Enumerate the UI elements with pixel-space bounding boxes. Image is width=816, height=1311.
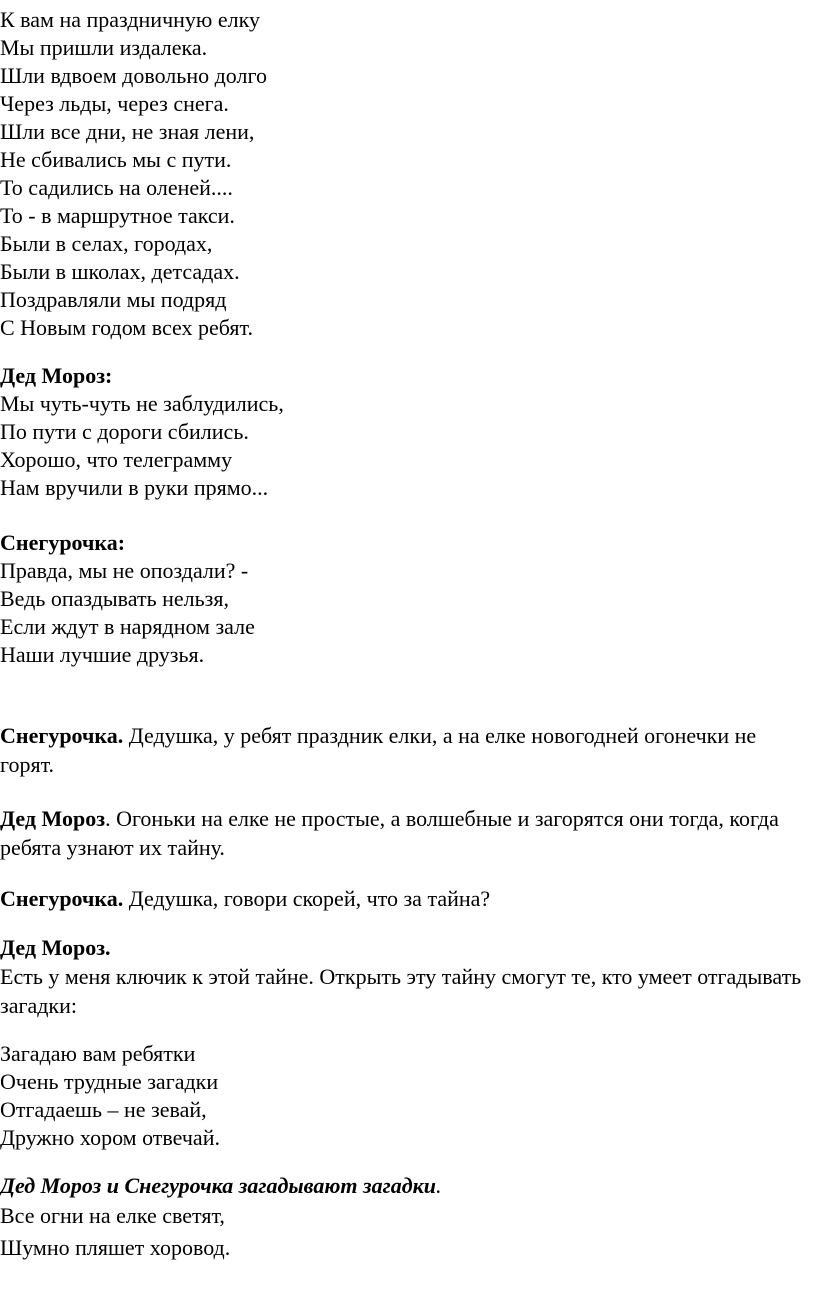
poem-line: Дружно хором отвечай. bbox=[0, 1125, 220, 1150]
dialogue-body: Дедушка, у ребят праздник елки, а на елке новогодней огонечки не горят. bbox=[0, 723, 757, 777]
poem-line: Были в селах, городах, bbox=[0, 231, 213, 256]
poem-line: Хорошо, что телеграмму bbox=[0, 447, 233, 472]
stage-direction-line bbox=[0, 1172, 816, 1200]
stage-direction-text: Дед Мороз и Снегурочка загадывают загадки bbox=[0, 1173, 437, 1198]
dialogue-paragraph bbox=[0, 884, 816, 913]
speaker-name: Снегурочка. bbox=[0, 886, 124, 911]
poem-line: Ведь опаздывать нельзя, bbox=[0, 586, 229, 611]
poem-line: Шли вдвоем довольно долго bbox=[0, 63, 267, 88]
dialogue-text bbox=[0, 804, 816, 862]
poem-line: Через льды, через снега. bbox=[0, 91, 229, 116]
poem-line: Были в школах, детсадах. bbox=[0, 259, 240, 284]
speaker-name: Снегурочка. bbox=[0, 723, 124, 748]
poem-line: Правда, мы не опоздали? - bbox=[0, 558, 249, 583]
poem-line: Очень трудные загадки bbox=[0, 1069, 219, 1094]
speaker-name: Дед Мороз: bbox=[0, 363, 113, 388]
poem-stanza-riddle-intro bbox=[0, 1040, 816, 1152]
dialogue-paragraph bbox=[0, 804, 816, 862]
riddle-continued bbox=[0, 1234, 816, 1262]
poem-line: Нам вручили в руки прямо... bbox=[0, 475, 269, 500]
poem-line: Загадаю вам ребятки bbox=[0, 1041, 196, 1066]
poem-line: К вам на праздничную елку bbox=[0, 7, 260, 32]
poem-line: То садились на оленей.... bbox=[0, 175, 233, 200]
dialogue-paragraph bbox=[0, 721, 816, 779]
speech-snegurochka bbox=[0, 529, 816, 669]
dialogue-paragraph bbox=[0, 934, 816, 1020]
dialogue-text bbox=[0, 884, 816, 913]
poem-line: Не сбивались мы с пути. bbox=[0, 147, 232, 172]
dialogue-body: Есть у меня ключик к этой тайне. Открыть эту тайну смогут те, кто умеет отгадывать загадки: bbox=[0, 964, 802, 1018]
poem-line: То - в маршрутное такси. bbox=[0, 203, 235, 228]
speaker-name: Дед Мороз. bbox=[0, 935, 111, 960]
speaker-name: Дед Мороз bbox=[0, 806, 106, 831]
poem-line: По пути с дороги сбились. bbox=[0, 419, 249, 444]
poem-line: Мы пришли издалека. bbox=[0, 35, 208, 60]
dialogue-text bbox=[0, 721, 816, 779]
poem-stanza-intro bbox=[0, 6, 816, 342]
riddle bbox=[0, 1202, 816, 1230]
speaker-name: Снегурочка: bbox=[0, 530, 126, 555]
poem-line: С Новым годом всех ребят. bbox=[0, 315, 253, 340]
poem-line: Наши лучшие друзья. bbox=[0, 642, 205, 667]
dialogue-body: Огоньки на елке не простые, а волшебные и загорятся они тогда, когда ребята узнают их тайну. bbox=[0, 806, 779, 860]
poem-line: Все огни на елке светят, bbox=[0, 1203, 225, 1228]
stage-direction bbox=[0, 1172, 816, 1200]
poem-line: Шумно пляшет хоровод. bbox=[0, 1235, 231, 1260]
poem-line: Шли все дни, не зная лени, bbox=[0, 119, 255, 144]
stage-direction-punctuation: . bbox=[436, 1173, 442, 1198]
dialogue-body: Дедушка, говори скорей, что за тайна? bbox=[123, 886, 491, 911]
speech-ded-moroz bbox=[0, 362, 816, 502]
poem-line: Поздравляли мы подряд bbox=[0, 287, 227, 312]
poem-line: Мы чуть-чуть не заблудились, bbox=[0, 391, 284, 416]
speaker-punctuation: . bbox=[105, 806, 111, 831]
poem-line: Отгадаешь – не зевай, bbox=[0, 1097, 207, 1122]
poem-line: Если ждут в нарядном зале bbox=[0, 614, 255, 639]
